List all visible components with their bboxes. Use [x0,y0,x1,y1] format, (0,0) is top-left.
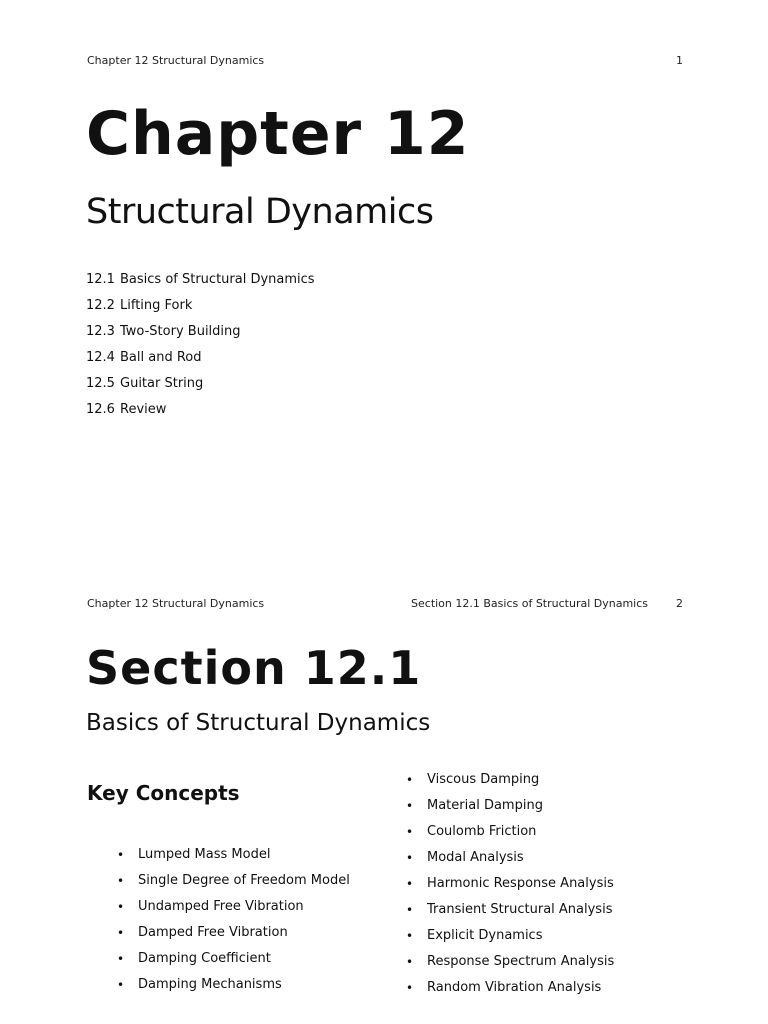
list-item [406,797,614,823]
bullet-icon: • [406,825,414,839]
running-head: Chapter 12 Structural Dynamics [87,597,265,610]
bullet-icon: • [406,877,414,891]
list-item [117,898,350,924]
list-item [406,979,614,1005]
concepts-list-right [406,771,614,1005]
bullet-icon: • [406,773,414,787]
bullet-icon: • [406,955,414,969]
bullet-icon: • [406,851,414,865]
list-item [117,976,350,1002]
list-item [406,771,614,797]
section-subtitle: Basics of Structural Dynamics [86,710,431,736]
concept-label: Damping Coefficient [138,951,271,966]
concept-label: Material Damping [427,798,543,813]
header-right [411,597,683,610]
concept-label: Explicit Dynamics [427,928,543,943]
bullet-icon: • [406,903,414,917]
toc-item [86,271,315,297]
toc-label: Guitar String [120,376,204,391]
bullet-icon: • [117,978,125,992]
toc-label: Lifting Fork [120,298,193,313]
bullet-icon: • [117,874,125,888]
list-item [117,846,350,872]
concept-label: Lumped Mass Model [138,847,271,862]
concept-label: Viscous Damping [427,772,540,787]
section-title: Section 12.1 [86,641,422,695]
list-item [406,849,614,875]
list-item [406,823,614,849]
toc-number: 12.1 [86,272,115,287]
list-item [117,924,350,950]
list-item [117,950,350,976]
concept-label: Damped Free Vibration [138,925,288,940]
concept-label: Harmonic Response Analysis [427,876,614,891]
toc-item [86,297,315,323]
page-number: 2 [676,597,683,610]
toc-number: 12.4 [86,350,115,365]
concept-label: Random Vibration Analysis [427,980,602,995]
toc-label: Basics of Structural Dynamics [120,272,315,287]
list-item [406,953,614,979]
running-head-section: Section 12.1 Basics of Structural Dynamics [411,597,648,610]
toc-label: Review [120,402,167,417]
concept-label: Response Spectrum Analysis [427,954,615,969]
toc-item [86,401,315,427]
bullet-icon: • [117,900,125,914]
concept-label: Undamped Free Vibration [138,899,304,914]
bullet-icon: • [406,929,414,943]
toc-item [86,349,315,375]
toc-number: 12.6 [86,402,115,417]
concept-label: Modal Analysis [427,850,524,865]
page-1-header [87,54,683,67]
page-number: 1 [676,54,683,67]
bullet-icon: • [117,926,125,940]
list-item [117,872,350,898]
concept-label: Transient Structural Analysis [427,902,613,917]
list-item [406,901,614,927]
table-of-contents [86,271,315,427]
running-head: Chapter 12 Structural Dynamics [87,54,265,67]
bullet-icon: • [117,952,125,966]
list-item [406,927,614,953]
toc-item [86,375,315,401]
chapter-title: Chapter 12 [86,99,470,169]
bullet-icon: • [406,799,414,813]
key-concepts-heading: Key Concepts [87,781,240,805]
toc-label: Two-Story Building [120,324,241,339]
list-item [406,875,614,901]
concept-label: Single Degree of Freedom Model [138,873,350,888]
toc-number: 12.3 [86,324,115,339]
bullet-icon: • [406,981,414,995]
toc-label: Ball and Rod [120,350,202,365]
concept-label: Coulomb Friction [427,824,537,839]
chapter-subtitle: Structural Dynamics [86,192,434,232]
toc-number: 12.5 [86,376,115,391]
concept-label: Damping Mechanisms [138,977,282,992]
toc-number: 12.2 [86,298,115,313]
concepts-list-left [117,846,350,1002]
toc-item [86,323,315,349]
bullet-icon: • [117,848,125,862]
page-2-header [87,597,683,610]
